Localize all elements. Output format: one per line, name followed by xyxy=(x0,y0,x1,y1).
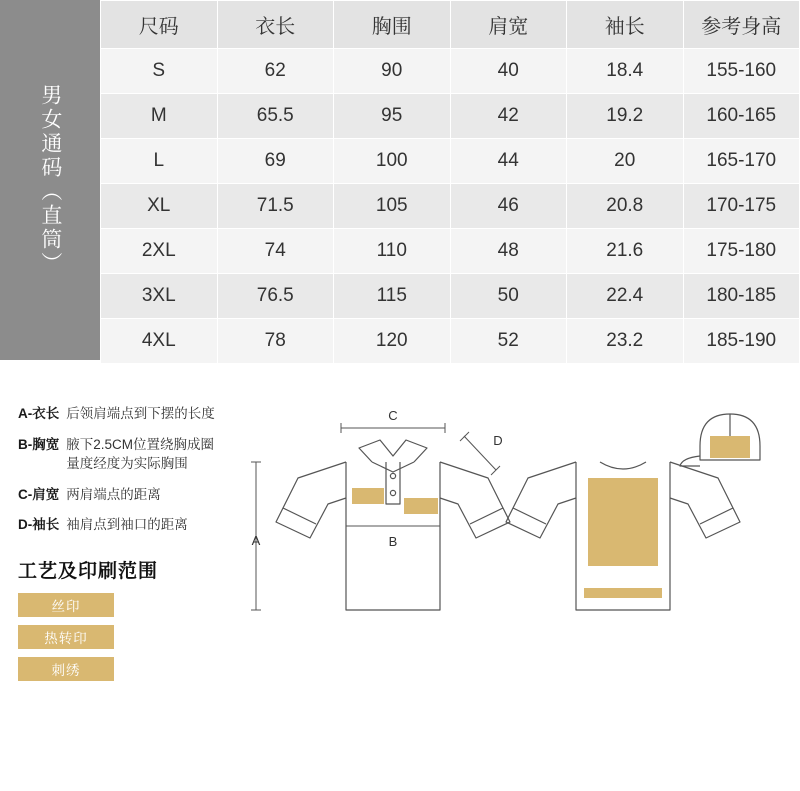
cell-length: 71.5 xyxy=(217,184,334,229)
garment-diagram xyxy=(228,400,788,700)
front-collar xyxy=(359,440,427,462)
legend-desc: 后领肩端点到下摆的长度 xyxy=(66,406,215,421)
th-height: 参考身高 xyxy=(683,1,800,49)
size-table-side-label-text: 男女通码（直筒） xyxy=(38,84,62,276)
table-row xyxy=(101,274,800,319)
cell-height: 165-170 xyxy=(683,139,800,184)
process-tag-silkscreen: 丝印 xyxy=(18,593,114,617)
back-print-zone-main xyxy=(588,478,658,566)
cell-shoulder: 50 xyxy=(450,274,567,319)
table-header-row xyxy=(101,1,800,49)
cell-bust: 105 xyxy=(334,184,451,229)
back-neck-opening xyxy=(600,462,646,469)
cell-shoulder: 42 xyxy=(450,94,567,139)
cap-brim xyxy=(680,456,700,466)
front-placket xyxy=(386,462,400,504)
front-button-bottom xyxy=(390,490,395,495)
guide-label-b: B xyxy=(388,534,398,549)
th-size: 尺码 xyxy=(101,1,218,49)
th-bust: 胸围 xyxy=(334,1,451,49)
cell-sleeve: 20 xyxy=(567,139,684,184)
legend-desc-line2: 量度经度为实际胸围 xyxy=(66,456,188,472)
front-neck-opening xyxy=(372,462,414,472)
cell-size: L xyxy=(101,139,218,184)
cell-size: M xyxy=(101,94,218,139)
table-row xyxy=(101,229,800,274)
size-table-side-label xyxy=(0,0,100,360)
legend-desc xyxy=(66,435,214,474)
cell-bust: 90 xyxy=(334,49,451,94)
cell-shoulder: 46 xyxy=(450,184,567,229)
legend-key: B-胸宽 xyxy=(18,436,60,452)
table-row xyxy=(101,94,800,139)
back-print-zone-hem xyxy=(584,588,662,598)
table-row xyxy=(101,184,800,229)
table-row xyxy=(101,49,800,94)
guide-d-tick-end xyxy=(491,466,500,475)
cell-size: XL xyxy=(101,184,218,229)
cell-shoulder: 44 xyxy=(450,139,567,184)
legend-desc: 袖肩点到袖口的距离 xyxy=(66,517,188,533)
guide-label-c: C xyxy=(388,408,398,423)
cell-height: 180-185 xyxy=(683,274,800,319)
cell-length: 69 xyxy=(217,139,334,184)
cell-height: 160-165 xyxy=(683,94,800,139)
process-section-title: 工艺及印刷范围 xyxy=(18,561,159,582)
cell-sleeve: 22.4 xyxy=(567,274,684,319)
front-print-zone-right xyxy=(404,498,438,514)
cell-bust: 95 xyxy=(334,94,451,139)
legend-desc: 两肩端点的距离 xyxy=(66,486,161,502)
cell-shoulder: 40 xyxy=(450,49,567,94)
cell-length: 78 xyxy=(217,319,334,364)
legend-key: D-袖长 xyxy=(18,517,60,533)
back-left-sleeve xyxy=(506,462,576,538)
guide-label-d: D xyxy=(493,433,503,448)
cell-shoulder: 52 xyxy=(450,319,567,364)
cell-shoulder: 48 xyxy=(450,229,567,274)
front-left-sleeve xyxy=(276,462,346,538)
legend-key: A-衣长 xyxy=(18,406,60,421)
th-length: 衣长 xyxy=(217,1,334,49)
cell-sleeve: 21.6 xyxy=(567,229,684,274)
cell-size: 4XL xyxy=(101,319,218,364)
guide-d-line xyxy=(464,436,496,470)
front-right-cuff-line xyxy=(470,508,503,524)
cell-bust: 115 xyxy=(334,274,451,319)
cell-sleeve: 23.2 xyxy=(567,319,684,364)
cell-length: 65.5 xyxy=(217,94,334,139)
front-left-cuff-line xyxy=(283,508,316,524)
cell-bust: 120 xyxy=(334,319,451,364)
legend-desc-line1: 腋下2.5CM位置绕胸成圈 xyxy=(66,436,215,452)
th-shoulder: 肩宽 xyxy=(450,1,567,49)
cap-print-zone xyxy=(710,436,750,458)
process-tag-embroidery: 刺绣 xyxy=(18,657,114,681)
table-row xyxy=(101,139,800,184)
cell-sleeve: 20.8 xyxy=(567,184,684,229)
process-tag-list xyxy=(18,593,114,689)
cell-bust: 100 xyxy=(334,139,451,184)
table-row xyxy=(101,319,800,364)
cell-bust: 110 xyxy=(334,229,451,274)
front-button-top xyxy=(390,473,395,478)
cell-size: S xyxy=(101,49,218,94)
cell-sleeve: 19.2 xyxy=(567,94,684,139)
cell-sleeve: 18.4 xyxy=(567,49,684,94)
cell-size: 2XL xyxy=(101,229,218,274)
front-right-sleeve xyxy=(440,462,510,538)
front-print-zone-left xyxy=(352,488,384,504)
back-right-cuff-line xyxy=(700,508,733,524)
cell-height: 175-180 xyxy=(683,229,800,274)
cell-height: 185-190 xyxy=(683,319,800,364)
cell-length: 76.5 xyxy=(217,274,334,319)
cell-height: 170-175 xyxy=(683,184,800,229)
back-left-cuff-line xyxy=(513,508,546,524)
cell-length: 62 xyxy=(217,49,334,94)
size-table-section xyxy=(0,0,800,360)
garment-diagram-svg xyxy=(228,400,788,700)
cell-size: 3XL xyxy=(101,274,218,319)
cell-height: 155-160 xyxy=(683,49,800,94)
process-tag-heat-transfer: 热转印 xyxy=(18,625,114,649)
legend-key: C-肩宽 xyxy=(18,486,60,502)
cell-length: 74 xyxy=(217,229,334,274)
size-table xyxy=(100,0,800,364)
th-sleeve: 袖长 xyxy=(567,1,684,49)
back-right-sleeve xyxy=(670,462,740,538)
guide-label-a: A xyxy=(251,533,261,548)
